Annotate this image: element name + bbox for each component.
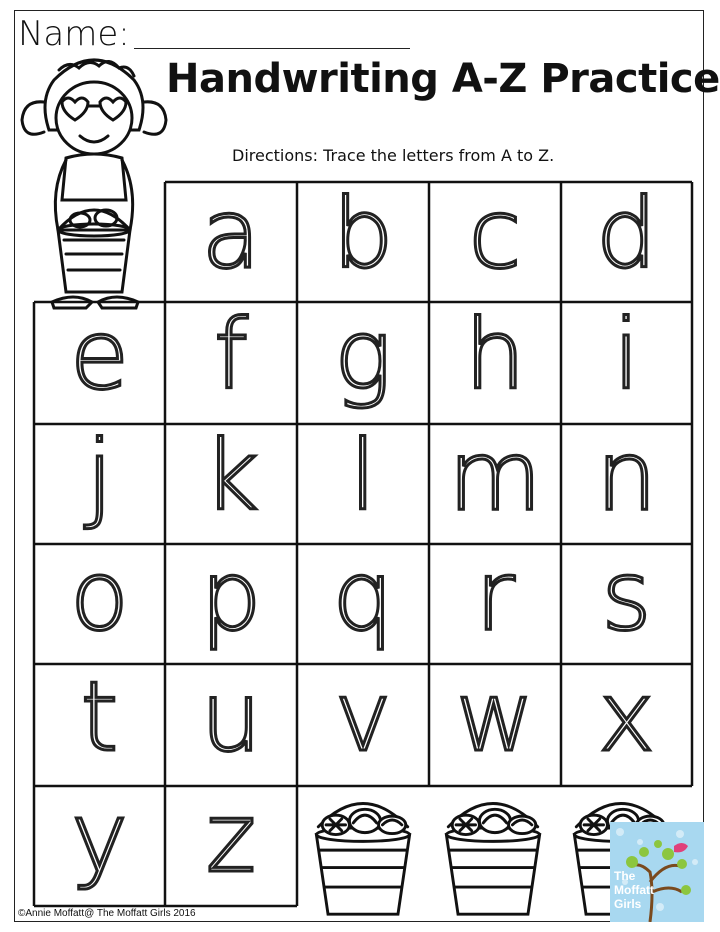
trace-letter-q[interactable]: q — [332, 540, 394, 652]
trace-letter-s[interactable]: s — [601, 540, 652, 652]
copyright-credit: ©Annie Moffatt@ The Moffatt Girls 2016 — [18, 908, 196, 919]
trace-letter-b[interactable]: b — [332, 178, 394, 290]
logo-text-1: The — [614, 869, 636, 883]
trace-letter-t[interactable]: t — [80, 661, 119, 773]
directions-text: Directions: Trace the letters from A to Z. — [232, 146, 555, 165]
trace-letter-j[interactable]: j — [86, 420, 113, 532]
trace-letter-p[interactable]: p — [200, 540, 262, 652]
bucket-of-shells-icon — [432, 786, 554, 922]
trace-letter-v[interactable]: v — [334, 661, 392, 773]
trace-letter-r[interactable]: r — [475, 540, 515, 652]
trace-letter-c[interactable]: c — [468, 178, 522, 290]
trace-letter-n[interactable]: n — [596, 420, 657, 532]
bucket-of-shells-icon — [302, 786, 424, 922]
moffatt-girls-logo-icon — [610, 822, 704, 922]
trace-letter-y[interactable]: y — [71, 782, 128, 894]
trace-letter-d[interactable]: d — [596, 178, 657, 290]
trace-letter-a[interactable]: a — [201, 178, 261, 290]
page-title: Handwriting A-Z Practice — [166, 56, 720, 102]
trace-letter-e[interactable]: e — [69, 299, 130, 411]
trace-letter-f[interactable]: f — [214, 299, 248, 411]
trace-letter-l[interactable]: l — [349, 420, 377, 532]
logo-text-3: Girls — [614, 897, 642, 911]
logo-text-2: Moffatt — [614, 883, 654, 897]
trace-letter-x[interactable]: x — [598, 661, 655, 773]
trace-letter-o[interactable]: o — [70, 540, 129, 652]
trace-letter-i[interactable]: i — [613, 299, 640, 411]
trace-letter-m[interactable]: m — [448, 420, 542, 532]
trace-letter-u[interactable]: u — [200, 661, 262, 773]
trace-letter-g[interactable]: g — [334, 299, 392, 411]
trace-letter-z[interactable]: z — [205, 782, 257, 894]
trace-letter-w[interactable]: w — [455, 661, 535, 773]
trace-letter-k[interactable]: k — [203, 420, 259, 532]
name-label: Name: — [18, 14, 130, 54]
trace-letter-h[interactable]: h — [464, 299, 526, 411]
